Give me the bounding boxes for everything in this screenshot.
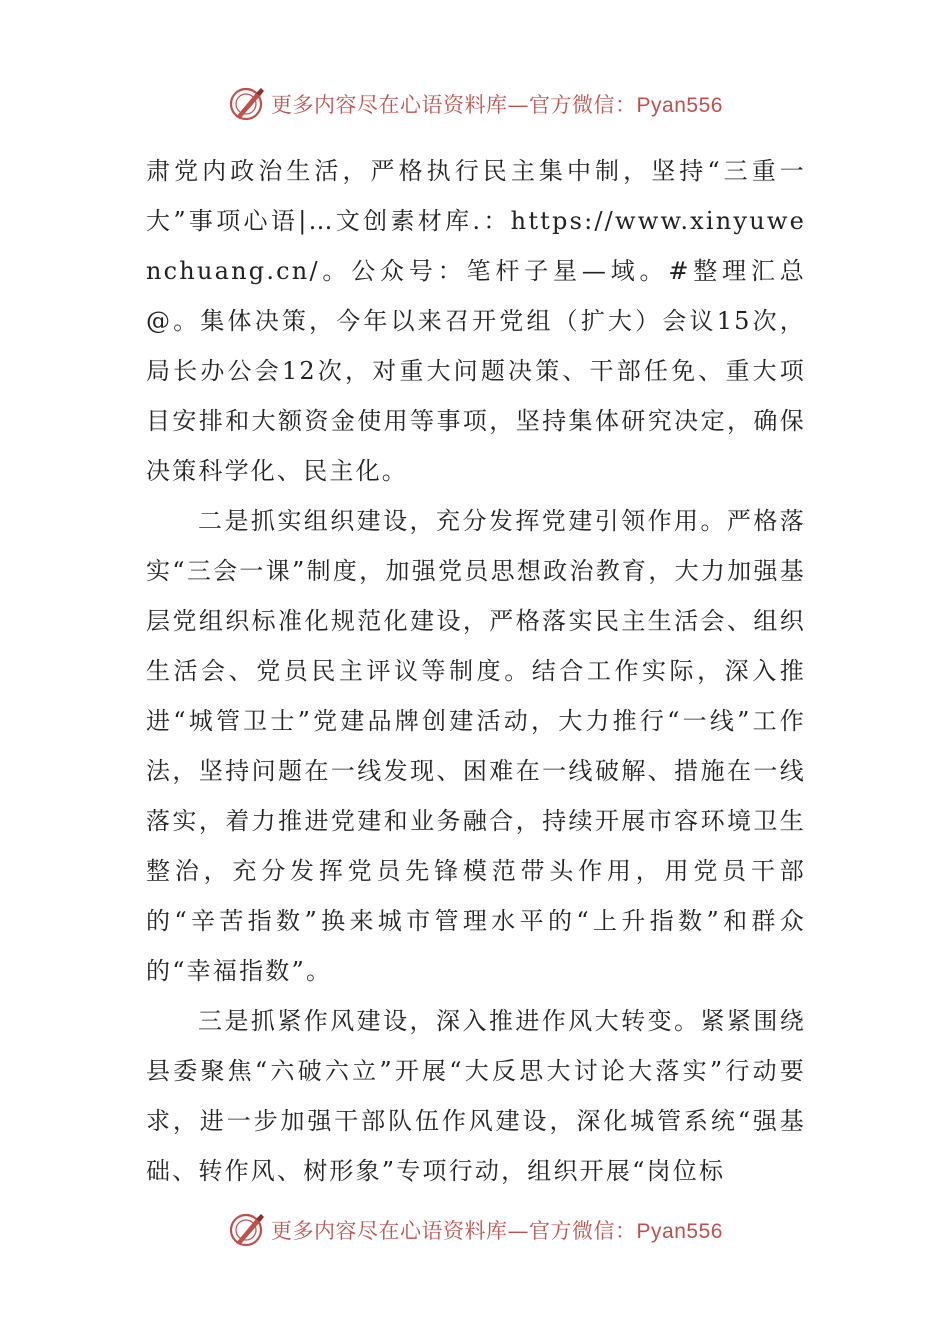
footer-wechat-id: Pyan556 xyxy=(636,1220,723,1243)
pen-seal-logo-icon xyxy=(227,1210,267,1250)
paragraph-2: 二是抓实组织建设，充分发挥党建引领作用。严格落实“三会一课”制度，加强党员思想政治教育，大力加强基层党组织标准化规范化建设，严格落实民主生活会、组织生活会、党员民主评议等制度。结合工作实际，深入推进“城管卫士”党建品牌创建活动，大力推行“一线”工作法，坚持问题在一线发现、困难在一线破解、措施在一线落实，着力推进党建和业务融合，持续开展市容环境卫生整治，充分发挥党员先锋模范带头作用，用党员干部的“辛苦指数”换来城市管理水平的“上升指数”和群众的“幸福指数”。 xyxy=(146,507,806,985)
footer-banner-label: 更多内容尽在心语资料库—官方微信： xyxy=(271,1219,637,1243)
document-body xyxy=(146,146,806,1196)
paragraph-1: 肃党内政治生活，严格执行民主集中制，坚持“三重一大”事项心语|…文创素材库.：https://www.xinyuwenchuang.cn/。公众号：笔杆子星—域。#整理汇总@。集体决策，今年以来召开党组（扩大）会议15次，局长办公会12次，对重大问题决策、干部任免、重大项目安排和大额资金使用等事项，坚持集体研究决定，确保决策科学化、民主化。 xyxy=(146,157,806,485)
header-banner-text xyxy=(271,89,723,119)
paragraph-3: 三是抓紧作风建设，深入推进作风大转变。紧紧围绕县委聚焦“六破六立”开展“大反思大讨论大落实”行动要求，进一步加强干部队伍作风建设，深化城管系统“强基础、转作风、树形象”专项行动，组织开展“岗位标 xyxy=(146,1007,806,1185)
pen-seal-logo-icon xyxy=(227,84,267,124)
footer-banner-text xyxy=(271,1215,723,1245)
header-banner-label: 更多内容尽在心语资料库—官方微信： xyxy=(271,93,637,117)
footer-banner xyxy=(0,1208,950,1252)
header-wechat-id: Pyan556 xyxy=(636,94,723,117)
header-banner xyxy=(0,82,950,126)
